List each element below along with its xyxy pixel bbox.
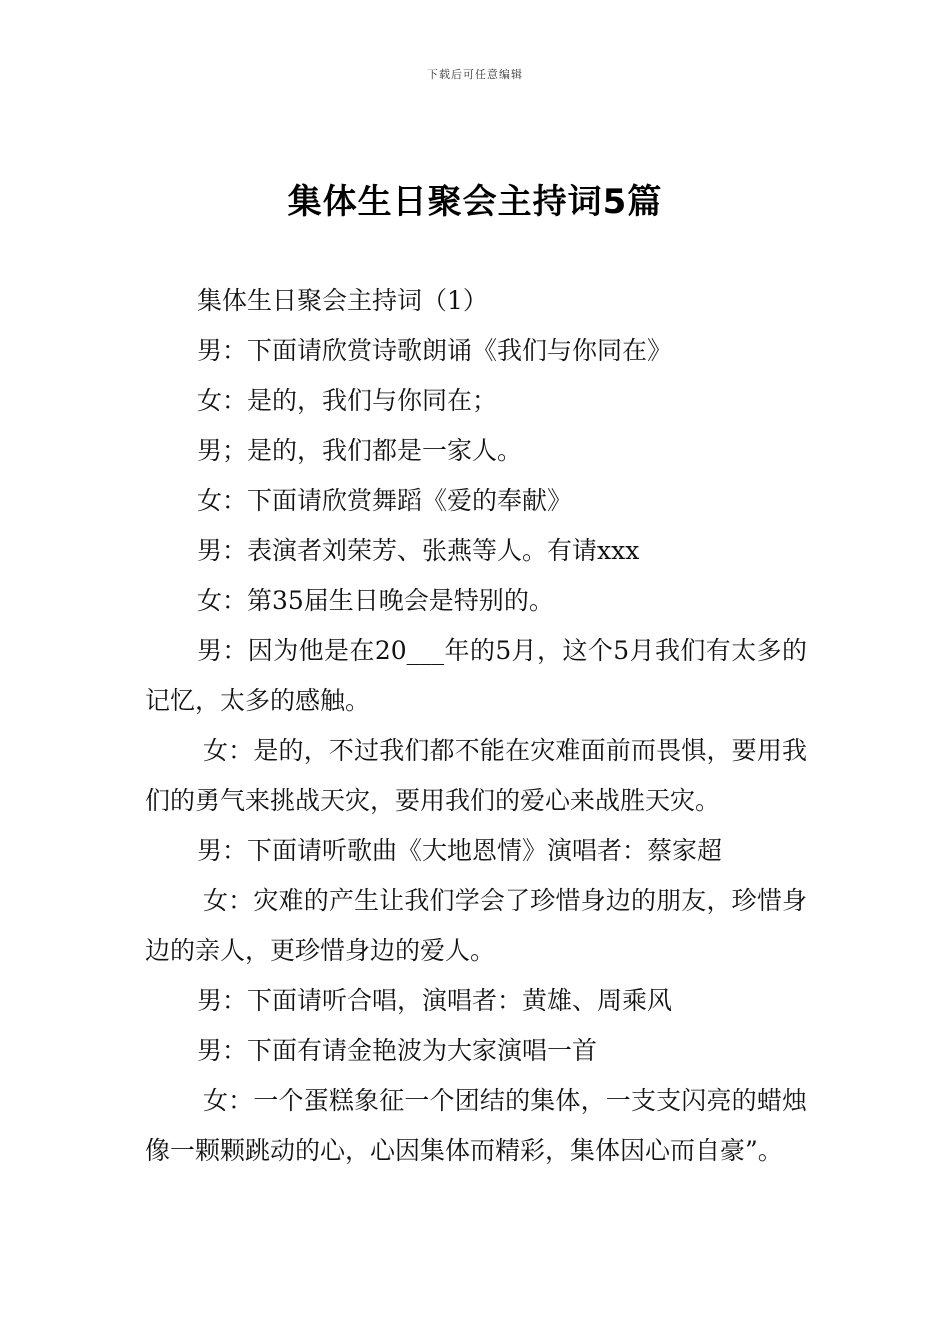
dialogue-line: 男：下面请欣赏诗歌朗诵《我们与你同在》 [197, 336, 673, 365]
section-heading: 集体生日聚会主持词（1） [197, 286, 488, 315]
header-note: 下载后可任意编辑 [427, 68, 523, 81]
dialogue-line: 女：是的，不过我们都不能在灾难面前而畏惧，要用我们的勇气来挑战天灾，要用我们的爱心来战胜天灾。 [145, 736, 807, 815]
dialogue-line: 男：下面有请金艳波为大家演唱一首 [197, 1036, 598, 1065]
dialogue-line: 女：灾难的产生让我们学会了珍惜身边的朋友，珍惜身边的亲人，更珍惜身边的爱人。 [145, 886, 807, 965]
dialogue-line: 女：第35届生日晚会是特别的。 [197, 586, 554, 615]
dialogue-line: 男：表演者刘荣芳、张燕等人。有请xxx [197, 536, 640, 565]
document-body [145, 276, 807, 1176]
dialogue-line: 女：一个蛋糕象征一个团结的集体，一支支闪亮的蜡烛像一颗颗跳动的心，心因集体而精彩，集体因心而自豪”。 [145, 1086, 807, 1165]
dialogue-line: 男；是的，我们都是一家人。 [197, 436, 523, 465]
dialogue-line: 男：下面请听合唱，演唱者：黄雄、周乘风 [197, 986, 673, 1015]
document-title: 集体生日聚会主持词5篇 [287, 182, 663, 222]
dialogue-line: 男：下面请听歌曲《大地恩情》演唱者：蔡家超 [197, 836, 723, 865]
dialogue-line: 女：下面请欣赏舞蹈《爱的奉献》 [197, 486, 573, 515]
dialogue-line: 女：是的，我们与你同在； [197, 386, 498, 415]
dialogue-line: 男：因为他是在20___年的5月，这个5月我们有太多的记忆，太多的感触。 [145, 636, 807, 715]
